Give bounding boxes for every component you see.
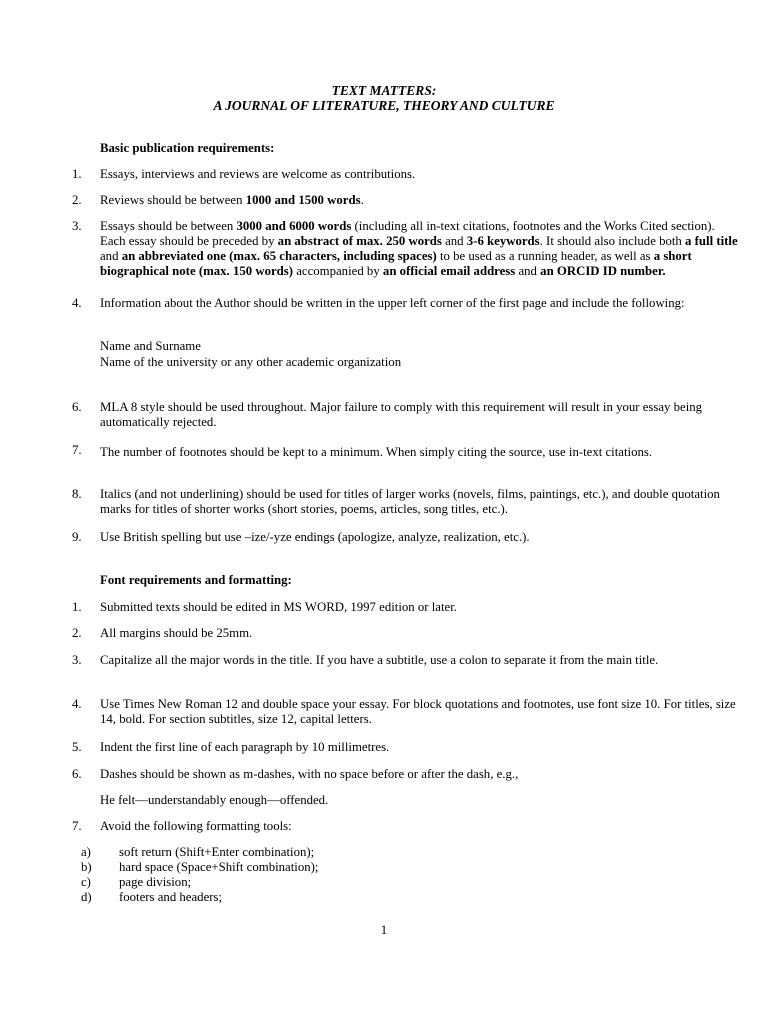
author-info-name: Name and Surname xyxy=(100,339,201,353)
text-run: and xyxy=(441,234,467,248)
list-item-text xyxy=(100,740,740,755)
text-run: All margins should be 25mm. xyxy=(100,626,253,640)
item-number: 6. xyxy=(72,767,82,781)
bold-text-run: 3000 and 6000 words xyxy=(236,219,352,233)
text-run: Use Times New Roman 12 and double space your essay. For block quotations and footnotes, use font size 10. For titles, size 14, bold. For section subtitles, size 12, capital letters. xyxy=(100,697,736,726)
item-number: 4. xyxy=(72,697,82,711)
section-heading-publication: Basic publication requirements: xyxy=(100,141,275,155)
page-number: 1 xyxy=(380,923,388,937)
item-number: 1. xyxy=(72,600,82,614)
bold-text-run: 1000 and 1500 words xyxy=(245,193,361,207)
text-run: accompanied by xyxy=(293,264,383,278)
item-number: 5. xyxy=(72,740,82,754)
bold-text-run: a full title xyxy=(685,234,738,248)
list-item-text xyxy=(100,767,740,782)
text-run: MLA 8 style should be used throughout. Major failure to comply with this requirement will result in your essay being automatically rejected. xyxy=(100,400,703,429)
subitem-text: footers and headers; xyxy=(119,890,223,904)
text-run: and xyxy=(100,249,122,263)
text-run: Reviews should be between xyxy=(100,193,246,207)
subitem-letter: c) xyxy=(81,875,91,889)
bold-text-run: 3-6 keywords xyxy=(466,234,540,248)
text-run: Essays, interviews and reviews are welcome as contributions. xyxy=(100,167,416,181)
list-item-text xyxy=(100,193,740,208)
text-run: Italics (and not underlining) should be used for titles of larger works (novels, films, paintings, etc.), and double quotation marks for titles of shorter works (short stories, poems, articles, song titles, etc.). xyxy=(100,487,720,516)
bold-text-run: an abstract of max. 250 words xyxy=(277,234,442,248)
subitem-text: page division; xyxy=(119,875,192,889)
item-number: 1. xyxy=(72,167,82,181)
text-run: Information about the Author should be written in the upper left corner of the first page and include the following: xyxy=(100,296,685,310)
item-number: 2. xyxy=(72,626,82,640)
list-item-text xyxy=(100,219,740,279)
bold-text-run: a short biographical note (max. 150 words) xyxy=(100,249,692,278)
item-number: 2. xyxy=(72,193,82,207)
subitem-letter: b) xyxy=(81,860,92,874)
list-item-text xyxy=(100,600,740,615)
item-number: 4. xyxy=(72,296,82,310)
text-run: (including all in-text citations, footnotes and the Works Cited section). Each essay should be preceded by xyxy=(100,219,715,248)
text-run: Indent the first line of each paragraph by 10 millimetres. xyxy=(100,740,390,754)
list-item-text xyxy=(100,530,740,545)
list-item-text xyxy=(100,653,740,668)
item-number: 7. xyxy=(72,443,82,457)
list-item-text: Avoid the following formatting tools: xyxy=(100,819,292,833)
bold-text-run: an official email address xyxy=(382,264,516,278)
text-run: . It should also include both xyxy=(539,234,686,248)
subitem-text: soft return (Shift+Enter combination); xyxy=(119,845,315,859)
text-run: The number of footnotes should be kept to a minimum. When simply citing the source, use in-text citations. xyxy=(100,445,653,459)
text-run: . xyxy=(360,193,364,207)
journal-title-line1: TEXT MATTERS: xyxy=(331,83,437,98)
text-run: Capitalize all the major words in the title. If you have a subtitle, use a colon to separate it from the main title. xyxy=(100,653,659,667)
bold-text-run: an abbreviated one (max. 65 characters, including spaces) xyxy=(121,249,437,263)
text-run: to be used as a running header, as well as xyxy=(436,249,654,263)
text-run: Submitted texts should be edited in MS WORD, 1997 edition or later. xyxy=(100,600,457,614)
subitem-text: hard space (Space+Shift combination); xyxy=(119,860,319,874)
list-item-text xyxy=(100,167,740,182)
subitem-letter: d) xyxy=(81,890,92,904)
text-run: Use British spelling but use –ize/-yze endings (apologize, analyze, realization, etc.). xyxy=(100,530,530,544)
list-item-text xyxy=(100,296,740,311)
list-item-text xyxy=(100,400,740,430)
list-item-text xyxy=(100,626,740,641)
list-item-text xyxy=(100,697,740,727)
item-number: 7. xyxy=(72,819,82,833)
dash-example: He felt—understandably enough—offended. xyxy=(100,793,329,807)
list-item-text xyxy=(100,487,740,517)
author-info-affiliation: Name of the university or any other academic organization xyxy=(100,355,402,369)
list-item-text xyxy=(100,445,740,460)
item-number: 8. xyxy=(72,487,82,501)
item-number: 9. xyxy=(72,530,82,544)
text-run: Dashes should be shown as m-dashes, with no space before or after the dash, e.g., xyxy=(100,767,519,781)
item-number: 6. xyxy=(72,400,82,414)
item-number: 3. xyxy=(72,653,82,667)
section-heading-formatting: Font requirements and formatting: xyxy=(100,573,292,587)
subitem-letter: a) xyxy=(81,845,91,859)
text-run: and xyxy=(515,264,541,278)
bold-text-run: an ORCID ID number. xyxy=(540,264,666,278)
journal-title-line2: A JOURNAL OF LITERATURE, THEORY AND CULTURE xyxy=(213,98,555,113)
item-number: 3. xyxy=(72,219,82,233)
text-run: Essays should be between xyxy=(100,219,237,233)
